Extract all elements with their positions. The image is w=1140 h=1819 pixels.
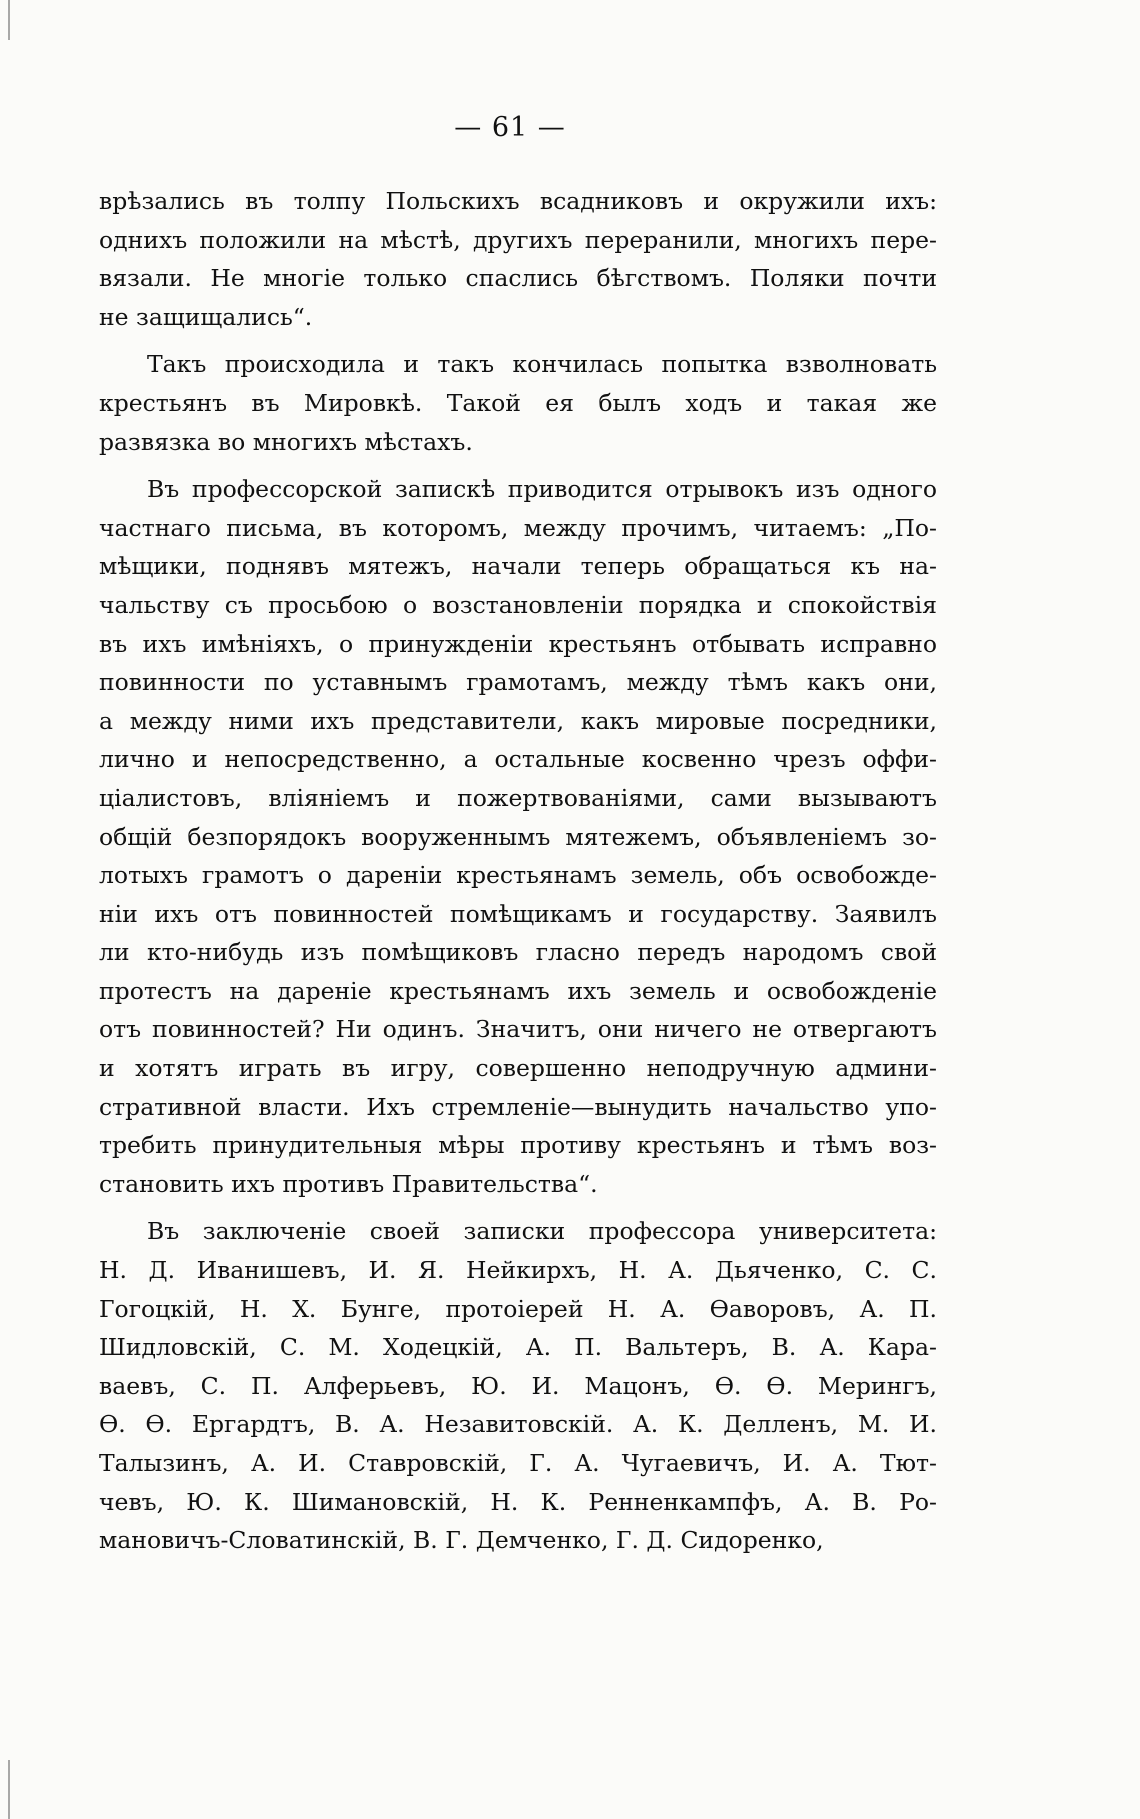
text-line: общій безпорядокъ вооруженнымъ мятежемъ, объявленіемъ зо- — [99, 822, 937, 851]
text-line: частнаго письма, въ которомъ, между прочимъ, читаемъ: „По- — [99, 513, 937, 542]
text-line: чевъ, Ю. К. Шимановскій, Н. К. Ренненкампфъ, А. В. Ро- — [99, 1487, 937, 1516]
text-line: ли кто-нибудь изъ помѣщиковъ гласно передъ народомъ свой — [99, 938, 937, 967]
text-line: требить принудительныя мѣры противу крестьянъ и тѣмъ воз- — [99, 1131, 937, 1160]
text-line: чальству съ просьбою о возстановленіи порядка и спокойствія — [99, 590, 937, 619]
text-line: лично и непосредственно, а остальные косвенно чрезъ оффи- — [99, 745, 937, 774]
text-line: врѣзались въ толпу Польскихъ всадниковъ и окружили ихъ: — [99, 187, 937, 215]
page-number: — 61 — — [454, 112, 566, 143]
text-line: Талызинъ, А. И. Ставровскій, Г. А. Чугаевичъ, И. А. Тют- — [99, 1449, 937, 1477]
text-line: развязка во многихъ мѣстахъ. — [99, 427, 473, 456]
text-line: мановичъ-Словатинскій, В. Г. Демченко, Г. Д. Сидоренко, — [99, 1526, 824, 1555]
text-line: вязали. Не многіе только спаслись бѣгствомъ. Поляки почти — [99, 264, 937, 293]
text-line: отъ повинностей? Ни одинъ. Значитъ, они ничего не отвергаютъ — [99, 1015, 937, 1044]
paragraph — [99, 345, 937, 461]
text-line: лотыхъ грамотъ о дареніи крестьянамъ земель, объ освобожде- — [99, 861, 937, 890]
body-text — [99, 182, 937, 1560]
text-line: повинности по уставнымъ грамотамъ, между тѣмъ какъ они, — [99, 668, 937, 697]
text-line: не защищались“. — [99, 302, 313, 331]
paragraph — [99, 470, 937, 1203]
paragraph — [99, 182, 937, 336]
text-line: ціалистовъ, вліяніемъ и пожертвованіями, сами вызываютъ — [99, 783, 937, 812]
scan-mark — [8, 0, 10, 40]
text-line: однихъ положили на мѣстѣ, другихъ переранили, многихъ пере- — [99, 225, 937, 254]
text-line: протестъ на дареніе крестьянамъ ихъ земель и освобожденіе — [99, 976, 937, 1005]
text-line: ваевъ, С. П. Алферьевъ, Ю. И. Мацонъ, Ѳ. Ѳ. Мерингъ, — [99, 1371, 937, 1400]
text-line: Н. Д. Иванишевъ, И. Я. Нейкирхъ, Н. А. Дьяченко, С. С. — [99, 1256, 937, 1285]
text-line: Такъ происходила и такъ кончилась попытка взволновать — [147, 350, 937, 379]
text-line: становить ихъ противъ Правительства“. — [99, 1169, 598, 1198]
paragraph-gap — [99, 1203, 937, 1212]
text-line: крестьянъ въ Мировкѣ. Такой ея былъ ходъ и такая же — [99, 388, 937, 417]
text-line: Въ профессорской запискѣ приводится отрывокъ изъ одного — [147, 475, 937, 504]
paragraph — [99, 1212, 937, 1559]
text-line: въ ихъ имѣніяхъ, о принужденіи крестьянъ отбывать исправно — [99, 629, 937, 658]
paragraph-gap — [99, 461, 937, 470]
text-line: стративной власти. Ихъ стремленіе—вынудить начальство упо- — [99, 1092, 937, 1121]
text-line: Ѳ. Ѳ. Ергардтъ, В. А. Незавитовскій. А. К. Делленъ, М. И. — [99, 1410, 937, 1439]
scan-mark — [8, 1760, 10, 1819]
text-line: Въ заключеніе своей записки профессора университета: — [147, 1217, 937, 1246]
text-line: а между ними ихъ представители, какъ мировые посредники, — [99, 706, 937, 735]
text-line: Шидловскій, С. М. Ходецкій, А. П. Вальтеръ, В. А. Кара- — [99, 1333, 937, 1362]
text-line: Гогоцкій, Н. Х. Бунге, протоіерей Н. А. Ѳаворовъ, А. П. — [99, 1294, 937, 1323]
paragraph-gap — [99, 336, 937, 345]
text-line: мѣщики, поднявъ мятежъ, начали теперь обращаться къ на- — [99, 552, 937, 581]
text-line: ніи ихъ отъ повинностей помѣщикамъ и государству. Заявилъ — [99, 899, 937, 928]
text-line: и хотятъ играть въ игру, совершенно неподручную админи- — [99, 1054, 937, 1083]
